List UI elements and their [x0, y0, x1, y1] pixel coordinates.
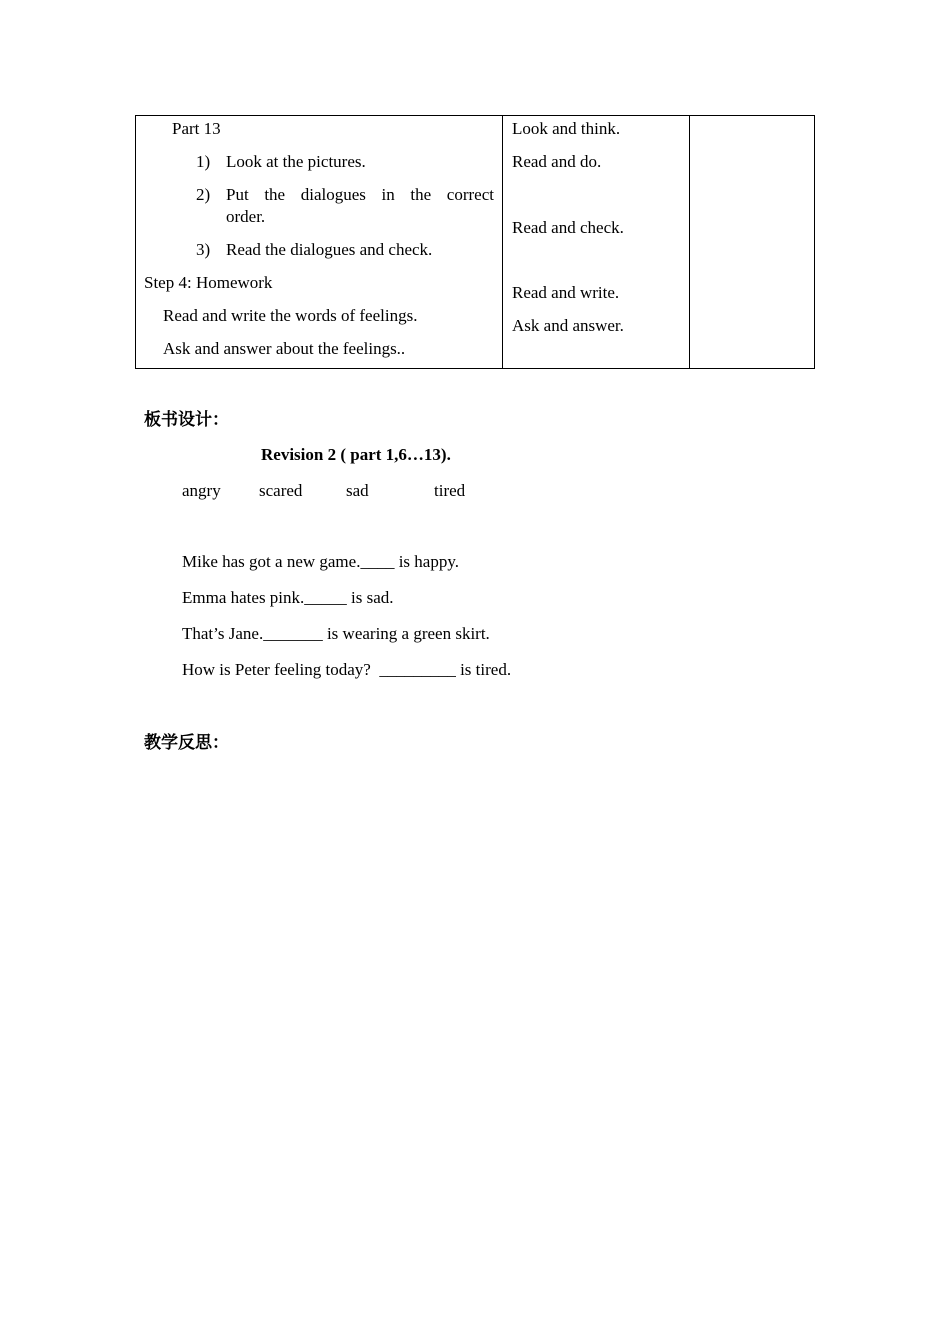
step-heading: Step 4: Homework	[144, 273, 273, 292]
board-title: Revision 2 ( part 1,6…13).	[261, 445, 451, 464]
lesson-plan-table	[135, 115, 815, 369]
feeling-word: scared	[259, 481, 303, 500]
feeling-word: tired	[434, 481, 466, 500]
reflection-heading: 教学反思：	[144, 733, 229, 753]
board-sentence: Mike has got a new game.____ is happy.	[182, 552, 459, 571]
student-action: Read and write.	[512, 283, 620, 302]
column-divider-1	[502, 116, 503, 368]
item-number: 3)	[196, 240, 211, 259]
activity-item: Put the dialogues in the correct	[226, 185, 494, 204]
homework-item: Read and write the words of feelings.	[163, 306, 418, 325]
part-heading: Part 13	[172, 119, 221, 138]
student-action: Read and check.	[512, 218, 624, 237]
item-number: 2)	[196, 185, 211, 204]
board-sentence: Emma hates pink._____ is sad.	[182, 588, 394, 607]
student-action: Ask and answer.	[512, 316, 624, 335]
activity-item: Look at the pictures.	[226, 152, 366, 171]
feeling-word: sad	[346, 481, 369, 500]
board-sentence: How is Peter feeling today? _________ is tired.	[182, 660, 512, 679]
activity-item: Read the dialogues and check.	[226, 240, 433, 259]
board-sentence: That’s Jane._______ is wearing a green skirt.	[182, 624, 490, 643]
item-number: 1)	[196, 152, 211, 171]
student-action: Read and do.	[512, 152, 602, 171]
board-design-heading: 板书设计：	[144, 410, 229, 430]
homework-item: Ask and answer about the feelings..	[163, 339, 406, 358]
feeling-word: angry	[182, 481, 221, 500]
student-action: Look and think.	[512, 119, 621, 138]
activity-item-continued: order.	[226, 207, 266, 226]
column-divider-2	[689, 116, 690, 368]
